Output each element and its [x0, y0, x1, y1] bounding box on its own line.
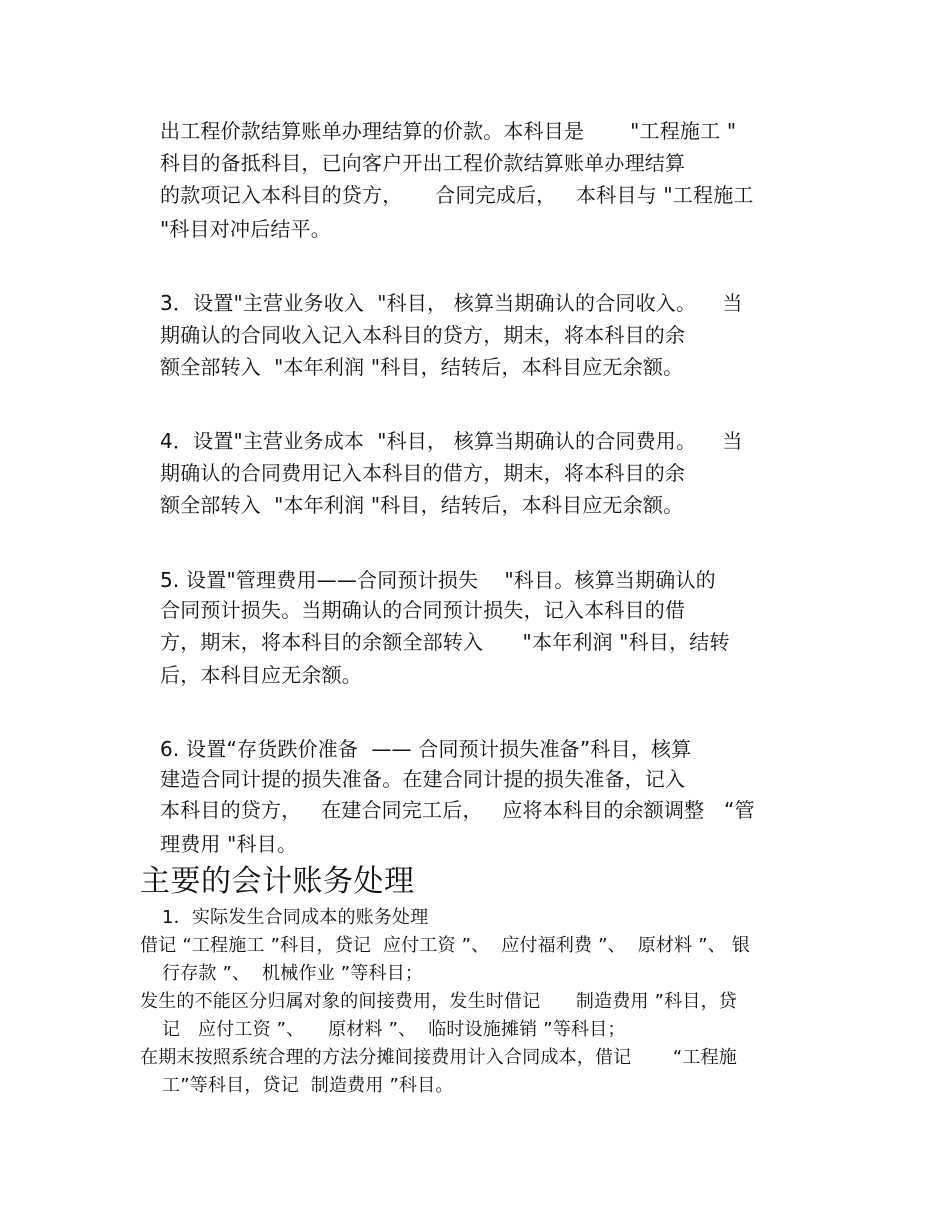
- list-item-3-line: 额全部转入 "本年利润 "科目，结转后，本科目应无余额。: [160, 355, 684, 379]
- subsection-line: 记 应付工资 ”、 原材料 ”、 临时设施摊销 ”等科目；: [162, 1019, 626, 1040]
- subsection-line: 发生的不能区分归属对象的间接费用，发生时借记 制造费用 ”科目，贷: [140, 991, 737, 1012]
- section-heading: 主要的会计账务处理: [140, 864, 415, 899]
- list-item-5-line: 方，期末，将本科目的余额全部转入 "本年利润 "科目，结转: [160, 630, 730, 654]
- list-item-4-line: 期确认的合同费用记入本科目的借方，期末，将本科目的余: [160, 461, 686, 485]
- list-item-3-line: 期确认的合同收入记入本科目的贷方，期末，将本科目的余: [160, 323, 686, 347]
- list-item-6-line: 理费用 "科目。: [160, 832, 298, 856]
- subsection-line: 在期末按照系统合理的方法分摊间接费用计入合同成本，借记 “工程施: [140, 1047, 737, 1068]
- subsection-title: 1．实际发生合同成本的账务处理: [162, 907, 429, 928]
- list-item-4-line: 4．设置"主营业务成本 "科目， 核算当期确认的合同费用。 当: [160, 429, 743, 453]
- subsection-line: 借记 “工程施工 ”科目，贷记 应付工资 ”、 应付福利费 ”、 原材料 ”、 银: [140, 935, 751, 956]
- list-item-6-line: 建造合同计提的损失准备。在建合同计提的损失准备，记入: [160, 767, 686, 791]
- list-item-5-line: 合同预计损失。当期确认的合同预计损失，记入本科目的借: [160, 598, 686, 622]
- list-item-4-line: 额全部转入 "本年利润 "科目，结转后，本科目应无余额。: [160, 493, 684, 517]
- subsection-line: 工”等科目，贷记 制造费用 ”科目。: [162, 1075, 454, 1096]
- paragraph-line: 出工程价款结算账单办理结算的价款。本科目是 "工程施工 ": [160, 119, 737, 143]
- list-item-5-line: 5. 设置"管理费用——合同预计损失 "科目。核算当期确认的: [160, 568, 716, 592]
- paragraph-line: 科目的备抵科目，已向客户开出工程价款结算账单办理结算: [160, 151, 686, 175]
- list-item-6-line: 本科目的贷方， 在建合同完工后， 应将本科目的余额调整 “管: [160, 798, 755, 822]
- list-item-5-line: 后，本科目应无余额。: [160, 663, 362, 687]
- list-item-3-line: 3．设置"主营业务收入 "科目， 核算当期确认的合同收入。 当: [160, 291, 743, 315]
- paragraph-line: "科目对冲后结平。: [160, 217, 331, 241]
- subsection-line: 行存款 ”、 机械作业 ”等科目；: [162, 963, 424, 984]
- paragraph-line: 的款项记入本科目的贷方， 合同完成后， 本科目与 "工程施工: [160, 183, 754, 207]
- list-item-6-line: 6. 设置“存货跌价准备 —— 合同预计损失准备”科目，核算: [160, 737, 692, 761]
